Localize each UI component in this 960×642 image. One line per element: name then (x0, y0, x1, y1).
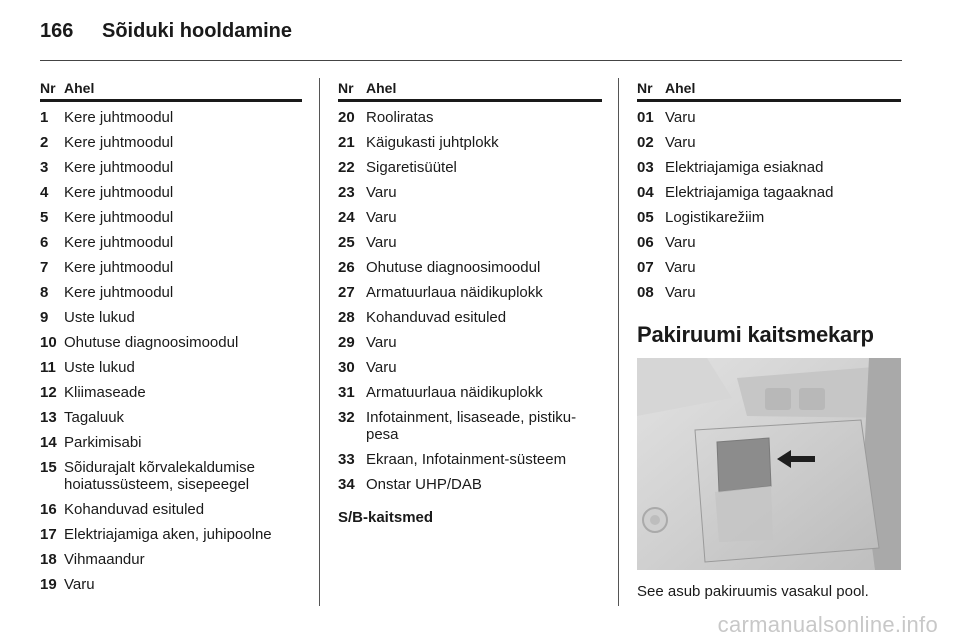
circuit-text: Kere juhtmoodul (64, 259, 174, 276)
table-row (40, 326, 302, 351)
fuse-circuit (64, 376, 302, 401)
fuse-circuit (64, 251, 302, 276)
circuit-text: Kere juhtmoodul (64, 209, 174, 226)
column-divider (618, 78, 619, 606)
circuit-text: Elektriajamiga esiaknad (665, 159, 824, 176)
column-header-circuit: Ahel (665, 78, 901, 101)
table-row (40, 151, 302, 176)
column-header-nr: Nr (637, 78, 665, 101)
fuse-number: 08 (637, 284, 654, 301)
fuse-circuit (366, 301, 602, 326)
watermark: carmanualsonline.info (717, 612, 938, 637)
table-row (338, 226, 602, 251)
table-row (338, 251, 602, 276)
fuse-circuit (665, 176, 901, 201)
fuse-number: 11 (40, 359, 56, 376)
circuit-text: Varu (665, 234, 696, 251)
fuse-circuit (64, 426, 302, 451)
fuse-circuit (665, 101, 901, 127)
fuse-circuit (64, 226, 302, 251)
circuit-text: Infotainment, lisaseade, pistiku- (366, 409, 577, 426)
table-row (40, 301, 302, 326)
fuse-number: 21 (338, 134, 355, 151)
section-heading: Pakiruumi kaitsmekarp (637, 322, 874, 347)
table-row (637, 176, 901, 201)
fuse-circuit (366, 126, 602, 151)
fuse-circuit (366, 401, 602, 443)
fuse-number: 10 (40, 334, 57, 351)
circuit-text: Sõidurajalt kõrvalekaldumise (64, 459, 255, 476)
table-row (637, 251, 901, 276)
fuse-number: 28 (338, 309, 355, 326)
table-row (40, 201, 302, 226)
fuse-number: 19 (40, 576, 57, 593)
circuit-text: Varu (366, 234, 397, 251)
table-row (40, 351, 302, 376)
fuse-circuit (366, 151, 602, 176)
circuit-text: Varu (64, 576, 95, 593)
fuse-circuit (366, 101, 602, 127)
circuit-text: Varu (665, 284, 696, 301)
fuse-circuit (665, 201, 901, 226)
table-row (40, 126, 302, 151)
circuit-text: Varu (665, 109, 696, 126)
fuse-circuit (64, 518, 302, 543)
circuit-text: Varu (665, 259, 696, 276)
circuit-text: Kliimaseade (64, 384, 146, 401)
fuse-circuit (665, 251, 901, 276)
fuse-number: 03 (637, 159, 654, 176)
fuse-number: 33 (338, 451, 355, 468)
fuse-number: 18 (40, 551, 57, 568)
fuse-circuit (64, 568, 302, 593)
fuse-number: 06 (637, 234, 654, 251)
fuse-circuit (64, 176, 302, 201)
fuse-number: 4 (40, 184, 49, 201)
fuse-circuit (366, 201, 602, 226)
circuit-text: Tagaluuk (64, 409, 125, 426)
circuit-text: Onstar UHP/DAB (366, 476, 482, 493)
table-row (637, 101, 901, 127)
table-row (637, 226, 901, 251)
table-row (637, 201, 901, 226)
fuse-number: 26 (338, 259, 355, 276)
fuse-circuit (64, 493, 302, 518)
table-row (637, 126, 901, 151)
circuit-text: Uste lukud (64, 359, 135, 376)
table-row (40, 493, 302, 518)
table-row (40, 401, 302, 426)
circuit-text: Kohanduvad esituled (64, 501, 205, 518)
fuse-circuit (64, 301, 302, 326)
fuse-number: 14 (40, 434, 57, 451)
page-header (40, 18, 902, 60)
table-row (40, 176, 302, 201)
fuse-circuit (64, 401, 302, 426)
circuit-text-continued: pesa (366, 426, 399, 443)
fuse-number: 22 (338, 159, 355, 176)
circuit-text: Kere juhtmoodul (64, 284, 174, 301)
fuse-circuit (64, 326, 302, 351)
table-row (338, 101, 602, 127)
fuse-circuit (366, 176, 602, 201)
column-divider (319, 78, 320, 606)
table-row (338, 126, 602, 151)
fuse-number: 3 (40, 159, 49, 176)
header-rule (40, 60, 902, 61)
fuse-number: 7 (40, 259, 49, 276)
circuit-text: Varu (366, 184, 397, 201)
circuit-text: Parkimisabi (64, 434, 142, 451)
fuse-circuit (64, 201, 302, 226)
circuit-text: Rooliratas (366, 109, 434, 126)
fuse-number: 15 (40, 459, 57, 476)
table-row (637, 276, 901, 301)
fuse-number: 17 (40, 526, 57, 543)
fuse-circuit (64, 543, 302, 568)
circuit-text: Ekraan, Infotainment-süsteem (366, 451, 567, 468)
fuse-circuit (64, 101, 302, 127)
table-row (338, 201, 602, 226)
circuit-text: Ohutuse diagnoosimoodul (64, 334, 239, 351)
fuse-circuit (366, 376, 602, 401)
fuse-circuit (366, 276, 602, 301)
fuse-number: 01 (637, 109, 654, 126)
circuit-text: Varu (366, 334, 397, 351)
circuit-text: Kohanduvad esituled (366, 309, 507, 326)
circuit-text: Uste lukud (64, 309, 135, 326)
column-header-nr: Nr (338, 78, 366, 101)
fuse-circuit (366, 326, 602, 351)
table-row (40, 276, 302, 301)
table-row (40, 518, 302, 543)
table-row (637, 151, 901, 176)
fuse-box-cover (717, 438, 771, 492)
fuse-circuit (366, 468, 602, 493)
fuse-number: 31 (338, 384, 355, 401)
fuse-column-1 (40, 78, 302, 593)
table-row (40, 543, 302, 568)
circuit-text-continued: hoiatussüsteem, sisepeegel (64, 476, 250, 493)
fuse-number: 5 (40, 209, 49, 226)
fuse-table-2 (338, 78, 602, 493)
fuse-circuit (665, 126, 901, 151)
circuit-text: Armatuurlaua näidikuplokk (366, 284, 543, 301)
table-row (40, 101, 302, 127)
fuse-number: 12 (40, 384, 57, 401)
fuse-column-3 (637, 78, 901, 301)
fuse-number: 27 (338, 284, 355, 301)
circuit-text: Kere juhtmoodul (64, 234, 174, 251)
fuse-circuit (366, 351, 602, 376)
fuse-circuit (665, 226, 901, 251)
table-row (40, 568, 302, 593)
fuse-table-3 (637, 78, 901, 301)
fuse-circuit (366, 226, 602, 251)
fuse-circuit (64, 351, 302, 376)
fuse-number: 02 (637, 134, 654, 151)
column-header-circuit: Ahel (64, 78, 302, 101)
fuse-number: 1 (40, 109, 49, 126)
sb-fuses-heading: S/B-kaitsmed (338, 509, 434, 526)
fuse-circuit (366, 443, 602, 468)
fuse-number: 04 (637, 184, 654, 201)
circuit-text: Sigaretisüütel (366, 159, 457, 176)
fuse-number: 05 (637, 209, 654, 226)
table-row (40, 376, 302, 401)
circuit-text: Kere juhtmoodul (64, 159, 174, 176)
table-row (338, 468, 602, 493)
fuse-number: 2 (40, 134, 49, 151)
table-row (338, 276, 602, 301)
circuit-text: Logistikarežiim (665, 209, 765, 226)
fuse-circuit (64, 451, 302, 493)
fuse-number: 13 (40, 409, 57, 426)
column-header-circuit: Ahel (366, 78, 602, 101)
circuit-text: Käigukasti juhtplokk (366, 134, 499, 151)
fuse-number: 32 (338, 409, 355, 426)
table-row (40, 426, 302, 451)
fuse-number: 8 (40, 284, 49, 301)
table-row (338, 401, 602, 443)
fuse-number: 20 (338, 109, 355, 126)
fuse-circuit (64, 151, 302, 176)
fuse-number: 9 (40, 309, 49, 326)
circuit-text: Kere juhtmoodul (64, 134, 174, 151)
fuse-number: 29 (338, 334, 355, 351)
fuse-circuit (366, 251, 602, 276)
table-row (40, 451, 302, 493)
circuit-text: Varu (366, 359, 397, 376)
fuse-number: 16 (40, 501, 57, 518)
circuit-text: Varu (366, 209, 397, 226)
table-row (338, 176, 602, 201)
table-row (40, 226, 302, 251)
circuit-text: Varu (665, 134, 696, 151)
column-header-nr: Nr (40, 78, 64, 101)
circuit-text: Vihmaandur (64, 551, 145, 568)
fuse-number: 24 (338, 209, 355, 226)
table-row (40, 251, 302, 276)
fuse-circuit (64, 276, 302, 301)
fuse-column-2 (338, 78, 602, 526)
fuse-number: 23 (338, 184, 355, 201)
circuit-text: Armatuurlaua näidikuplokk (366, 384, 543, 401)
fuse-circuit (665, 151, 901, 176)
fuse-number: 25 (338, 234, 355, 251)
fuse-number: 34 (338, 476, 355, 493)
table-row (338, 151, 602, 176)
circuit-text: Kere juhtmoodul (64, 109, 174, 126)
table-row (338, 376, 602, 401)
fuse-box-photo (637, 358, 901, 570)
fuse-circuit (64, 126, 302, 151)
page-title: Sõiduki hooldamine (102, 20, 293, 42)
fuse-number: 07 (637, 259, 654, 276)
figure-caption: See asub pakiruumis vasakul pool. (637, 583, 869, 600)
fuse-circuit (665, 276, 901, 301)
circuit-text: Elektriajamiga tagaaknad (665, 184, 834, 201)
table-row (338, 326, 602, 351)
circuit-text: Elektriajamiga aken, juhipoolne (64, 526, 272, 543)
fuse-table-1 (40, 78, 302, 593)
circuit-text: Kere juhtmoodul (64, 184, 174, 201)
table-row (338, 351, 602, 376)
table-row (338, 301, 602, 326)
fuse-number: 30 (338, 359, 355, 376)
fuse-number: 6 (40, 234, 49, 251)
circuit-text: Ohutuse diagnoosimoodul (366, 259, 541, 276)
table-row (338, 443, 602, 468)
page-number: 166 (40, 20, 74, 42)
